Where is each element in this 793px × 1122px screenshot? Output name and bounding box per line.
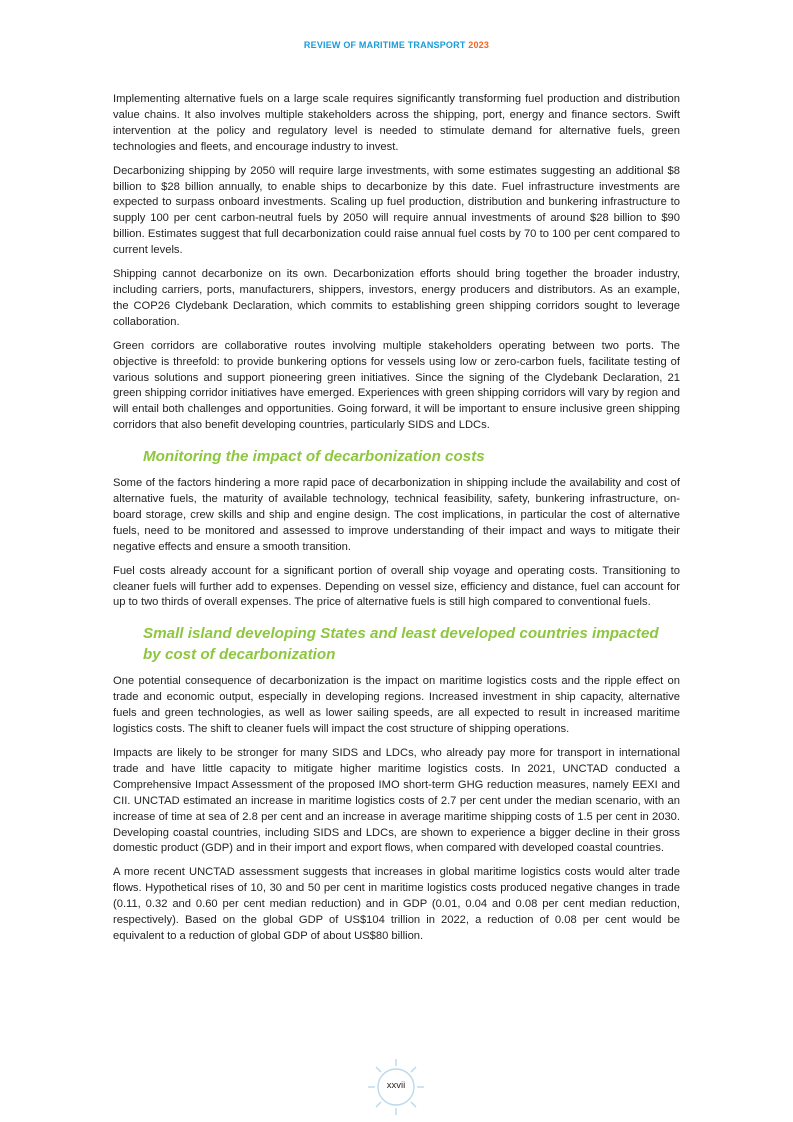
section-heading-sids-ldcs: Small island developing States and least developed countries impacted by cost of decarbonization (143, 625, 659, 664)
paragraph: Impacts are likely to be stronger for many SIDS and LDCs, who already pay more for transport in international trade and have little capacity to mitigate higher maritime logistics costs. In 2021, UNCTAD conducted a Comprehensive Impact Assessment of the proposed IMO short-term GHG reduction measures, namely EEXI and CII. UNCTAD estimated an increase in maritime logistics costs of 2.7 per cent under the median scenario, with an increase of time at sea of 2.8 per cent and an increase in average maritime shipping costs of 1.5 per cent in 2030. Developing coastal countries, including SIDS and LDCs, are shown to experience a bigger decline in their gross domestic product (GDP) and in their import and export flows, when compared with developed coastal countries. (113, 747, 680, 855)
paragraph: A more recent UNCTAD assessment suggests that increases in global maritime logistics costs would alter trade flows. Hypothetical rises of 10, 30 and 50 per cent in maritime logistics costs produced negative changes in trade (0.11, 0.32 and 0.60 per cent median reduction) and in GDP (0.01, 0.04 and 0.08 per cent median reduction, respectively). Based on the global GDP of US$104 trillion in 2022, a reduction of 0.08 per cent would be equivalent to a reduction of global GDP of about US$80 billion. (113, 866, 680, 942)
paragraph: Fuel costs already account for a significant portion of overall ship voyage and operating costs. Transitioning to cleaner fuels will further add to expenses. Depending on vessel size, efficiency and distance, fuel can account for up to two thirds of overall expenses. The price of alternative fuels is still high compared to conventional fuels. (113, 564, 680, 609)
page-footer (366, 1057, 426, 1117)
paragraph: Decarbonizing shipping by 2050 will require large investments, with some estimates suggesting an additional $8 billion to $28 billion annually, to enable ships to decarbonize by this date. Fuel infrastructure investments are expected to surpass onboard investments. Scaling up fuel production, distribution and bunkering infrastructure to supply 100 per cent carbon-neutral fuels by 2050 will require annual investments of around $28 billion to $90 billion. Estimates suggest that full decarbonization could raise annual fuel costs by 70 to 100 per cent compared to current levels. (113, 164, 680, 257)
paragraph: Implementing alternative fuels on a large scale requires significantly transforming fuel production and distribution value chains. It also involves multiple stakeholders across the shipping, port, energy and finance sectors. Swift intervention at the policy and regulatory level is needed to stimulate demand for alternative fuels, green technologies and fleets, and encourage industry to invest. (113, 93, 680, 153)
publication-title: REVIEW OF MARITIME TRANSPORT (303, 40, 466, 50)
section-heading-monitoring: Monitoring the impact of decarbonization costs (143, 448, 485, 466)
paragraph: Green corridors are collaborative routes involving multiple stakeholders operating between two ports. The objective is threefold: to provide bunkering options for vessels using low or zero-carbon fuels, facilitate testing of various solutions and support pioneering green initiatives. Since the signing of the Clydebank Declaration, 21 green shipping corridor initiatives have emerged. Experiences with green shipping corridors will vary by region and will entail both challenges and opportunities. Going forward, it will be important to ensure inclusive green shipping corridors that also benefit developing countries, particularly SIDS and LDCs. (113, 339, 680, 432)
paragraph: Some of the factors hindering a more rapid pace of decarbonization in shipping include the availability and cost of alternative fuels, the maturity of available technology, technical feasibility, safety, bunkering infrastructure, on-board storage, crew skills and ship and engine design. The cost implications, in particular the cost of alternative fuels, need to be monitored and assessed to improve understanding of their impact and ways to mitigate their negative effects and ensure a smooth transition. (113, 477, 680, 553)
paragraph: Shipping cannot decarbonize on its own. Decarbonization efforts should bring together the broader industry, including carriers, ports, manufacturers, shippers, investors, energy producers and distributors. As an example, the COP26 Clydebank Declaration, which commits to establishing green shipping corridors sought to leverage collaboration. (113, 268, 680, 328)
running-header (0, 40, 793, 50)
page-number: xxvii (386, 1080, 406, 1091)
page-body (113, 92, 680, 953)
paragraph: One potential consequence of decarbonization is the impact on maritime logistics costs and the ripple effect on trade and economic output, especially in developing regions. Increased investment in ship capacity, alternative fuels and green technologies, as well as lower sailing speeds, are all expected to result in increased maritime logistics costs. The shift to cleaner fuels will impact the cost structure of shipping operations. (113, 675, 680, 736)
publication-year: 2023 (468, 40, 490, 50)
